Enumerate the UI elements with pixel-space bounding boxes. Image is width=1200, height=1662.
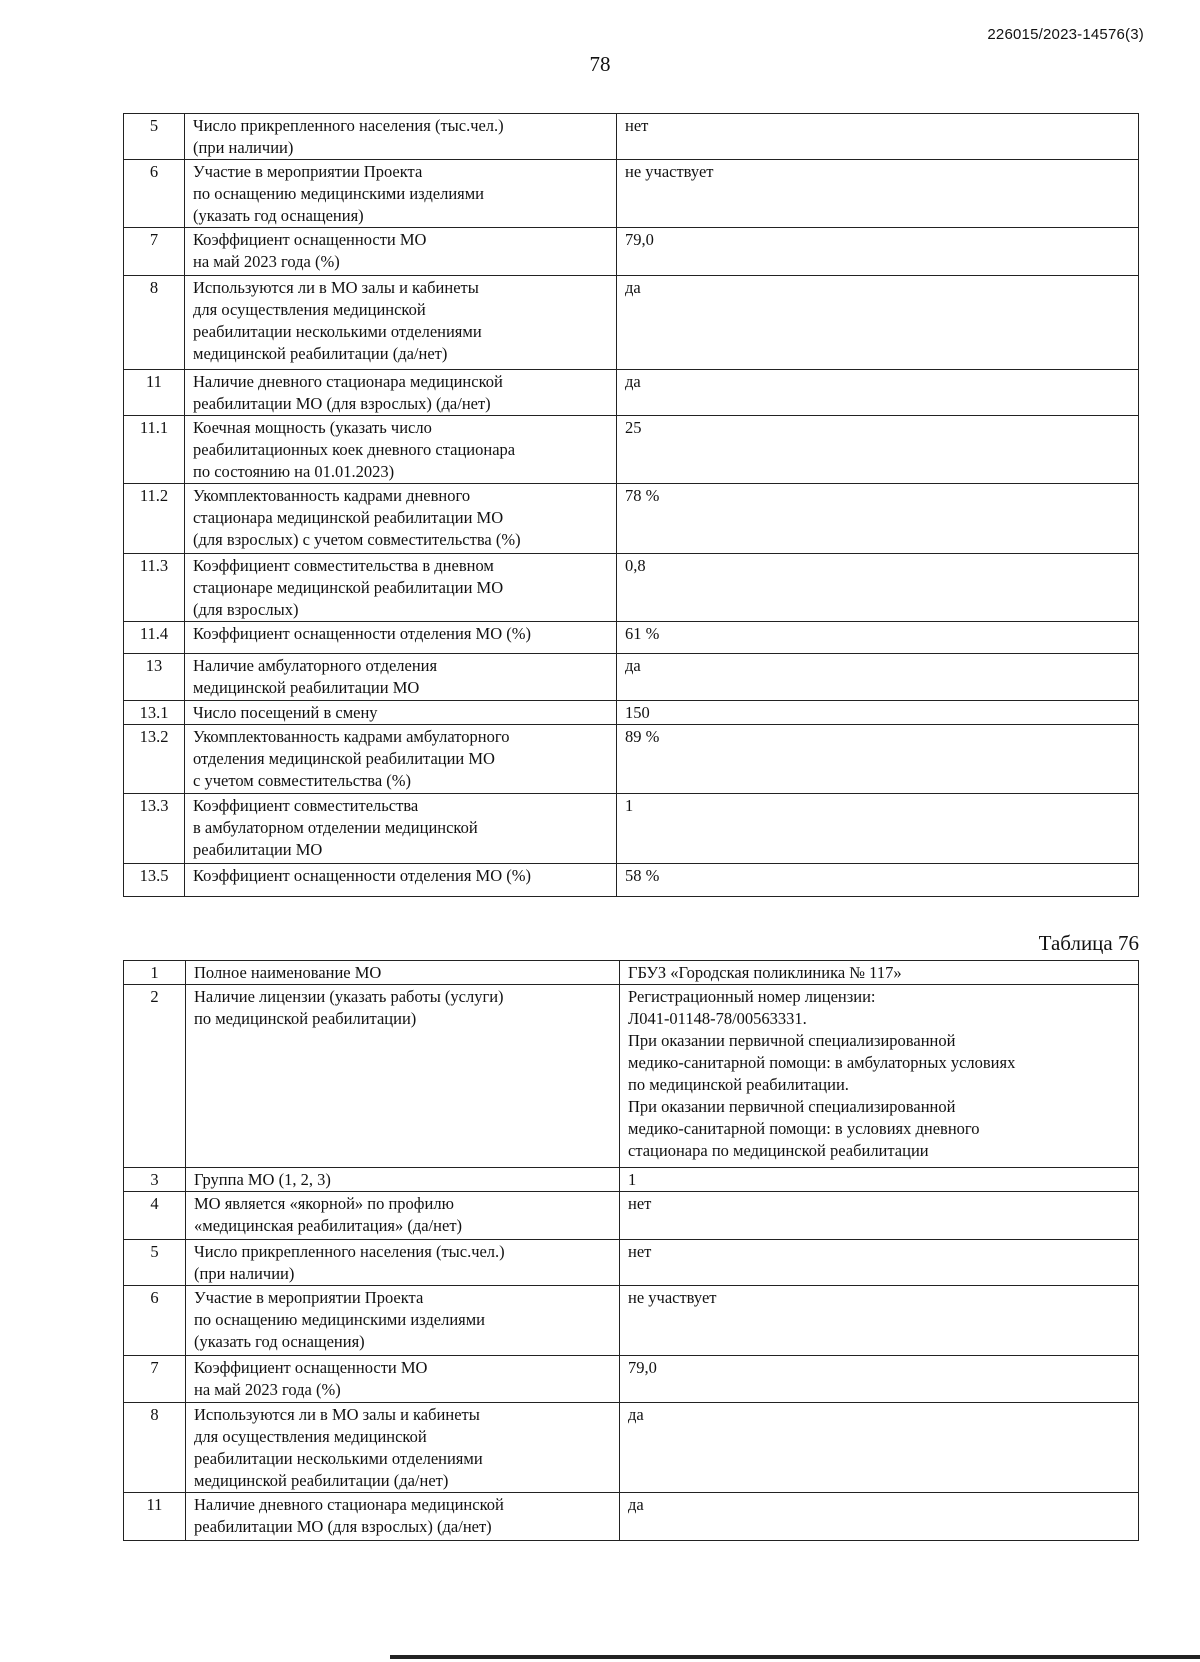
row-number: 7 [124, 228, 185, 276]
row-label: Число прикрепленного населения (тыс.чел.) (при наличии) [186, 1240, 620, 1286]
row-value: не участвует [620, 1286, 1139, 1356]
row-label: Число посещений в смену [185, 701, 617, 725]
row-label: Используются ли в МО залы и кабинеты для осуществления медицинской реабилитации несколькими отделениями медицинской реабилитации (да/нет) [185, 276, 617, 370]
page-number: 78 [589, 52, 611, 76]
row-number: 4 [124, 1192, 186, 1240]
row-value: да [617, 370, 1139, 416]
table-row [124, 1356, 1139, 1403]
row-value: 61 % [617, 622, 1139, 654]
row-value: 0,8 [617, 554, 1139, 622]
row-number: 13.3 [124, 794, 185, 864]
table-row [124, 794, 1139, 864]
table-row [124, 554, 1139, 622]
row-number: 8 [124, 1403, 186, 1493]
row-value: нет [620, 1240, 1139, 1286]
row-label: Коечная мощность (указать число реабилитационных коек дневного стационара по состоянию на 01.01.2023) [185, 416, 617, 484]
row-value: да [617, 654, 1139, 701]
row-value: да [617, 276, 1139, 370]
table-row [124, 114, 1139, 160]
row-value: 1 [620, 1168, 1139, 1192]
table-continued [123, 113, 1139, 897]
row-number: 11.2 [124, 484, 185, 554]
row-label: Укомплектованность кадрами амбулаторного отделения медицинской реабилитации МО с учетом совместительства (%) [185, 725, 617, 794]
row-label: Наличие лицензии (указать работы (услуги) по медицинской реабилитации) [186, 985, 620, 1168]
row-number: 5 [124, 1240, 186, 1286]
page-bottom-rule [390, 1655, 1200, 1659]
table-row [124, 725, 1139, 794]
table-row [124, 654, 1139, 701]
table-row [124, 985, 1139, 1168]
table-row [124, 228, 1139, 276]
table-76-caption: Таблица 76 [1038, 931, 1139, 955]
row-value: 89 % [617, 725, 1139, 794]
row-number: 11.3 [124, 554, 185, 622]
row-label: Число прикрепленного населения (тыс.чел.) (при наличии) [185, 114, 617, 160]
row-label: Коэффициент оснащенности отделения МО (%) [185, 622, 617, 654]
row-label: Участие в мероприятии Проекта по оснащению медицинскими изделиями (указать год оснащения) [186, 1286, 620, 1356]
row-number: 11 [124, 370, 185, 416]
row-number: 6 [124, 1286, 186, 1356]
row-number: 5 [124, 114, 185, 160]
row-number: 11.1 [124, 416, 185, 484]
row-value: 79,0 [620, 1356, 1139, 1403]
row-value: не участвует [617, 160, 1139, 228]
row-value: 25 [617, 416, 1139, 484]
row-label: Укомплектованность кадрами дневного стационара медицинской реабилитации МО (для взрослых) с учетом совместительства (%) [185, 484, 617, 554]
row-value: 150 [617, 701, 1139, 725]
row-value: 58 % [617, 864, 1139, 897]
row-value: да [620, 1403, 1139, 1493]
row-label: Наличие дневного стационара медицинской реабилитации МО (для взрослых) (да/нет) [185, 370, 617, 416]
row-number: 8 [124, 276, 185, 370]
table-row [124, 276, 1139, 370]
row-value: 1 [617, 794, 1139, 864]
table-row [124, 864, 1139, 897]
table-row [124, 370, 1139, 416]
row-number: 7 [124, 1356, 186, 1403]
row-number: 13 [124, 654, 185, 701]
table-row [124, 961, 1139, 985]
row-number: 1 [124, 961, 186, 985]
row-value: 79,0 [617, 228, 1139, 276]
table-row [124, 1168, 1139, 1192]
row-number: 13.2 [124, 725, 185, 794]
table-76 [123, 960, 1139, 1541]
table-row [124, 484, 1139, 554]
table-row [124, 416, 1139, 484]
row-number: 3 [124, 1168, 186, 1192]
table-row [124, 1403, 1139, 1493]
table-row [124, 622, 1139, 654]
row-value: ГБУЗ «Городская поликлиника № 117» [620, 961, 1139, 985]
row-number: 2 [124, 985, 186, 1168]
row-number: 13.5 [124, 864, 185, 897]
row-number: 11 [124, 1493, 186, 1541]
row-number: 13.1 [124, 701, 185, 725]
row-label: Наличие дневного стационара медицинской реабилитации МО (для взрослых) (да/нет) [186, 1493, 620, 1541]
table-row [124, 701, 1139, 725]
row-label: Группа МО (1, 2, 3) [186, 1168, 620, 1192]
row-label: Используются ли в МО залы и кабинеты для осуществления медицинской реабилитации несколькими отделениями медицинской реабилитации (да/нет) [186, 1403, 620, 1493]
table-row [124, 1192, 1139, 1240]
table-row [124, 1493, 1139, 1541]
row-label: Коэффициент совместительства в дневном стационаре медицинской реабилитации МО (для взрослых) [185, 554, 617, 622]
row-label: Наличие амбулаторного отделения медицинской реабилитации МО [185, 654, 617, 701]
row-label: Коэффициент оснащенности МО на май 2023 года (%) [186, 1356, 620, 1403]
row-number: 11.4 [124, 622, 185, 654]
row-label: Полное наименование МО [186, 961, 620, 985]
row-label: Коэффициент оснащенности отделения МО (%) [185, 864, 617, 897]
row-value: да [620, 1493, 1139, 1541]
row-value: нет [620, 1192, 1139, 1240]
table-row [124, 1240, 1139, 1286]
row-label: Коэффициент оснащенности МО на май 2023 года (%) [185, 228, 617, 276]
row-label: Коэффициент совместительства в амбулаторном отделении медицинской реабилитации МО [185, 794, 617, 864]
row-label: Участие в мероприятии Проекта по оснащению медицинскими изделиями (указать год оснащения) [185, 160, 617, 228]
row-value: нет [617, 114, 1139, 160]
row-value: 78 % [617, 484, 1139, 554]
table-row [124, 160, 1139, 228]
row-value: Регистрационный номер лицензии: Л041-01148-78/00563331. При оказании первичной специализированной медико-санитарной помощи: в амбулаторных условиях по медицинской реабилитации. При оказании первичной специализированной медико-санитарной помощи: в условиях дневного стационара по медицинской реабилитации [620, 985, 1139, 1168]
row-number: 6 [124, 160, 185, 228]
row-label: МО является «якорной» по профилю «медицинская реабилитация» (да/нет) [186, 1192, 620, 1240]
registration-number: 226015/2023-14576(3) [987, 26, 1144, 43]
table-row [124, 1286, 1139, 1356]
